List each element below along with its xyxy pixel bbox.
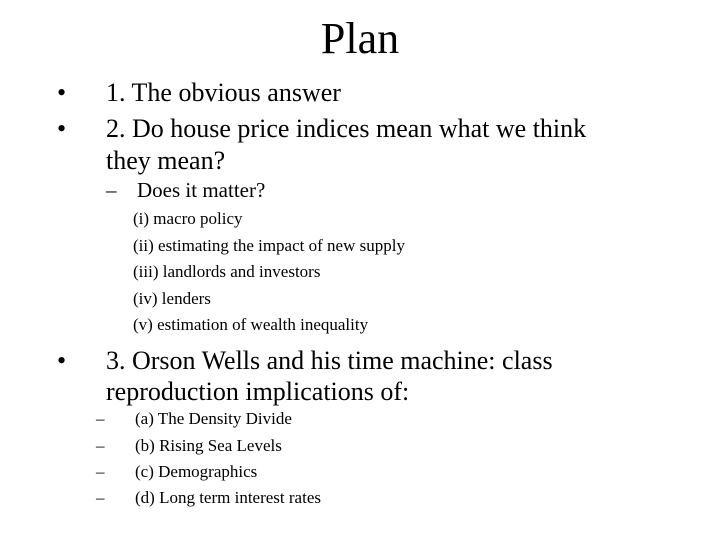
bullet-1-icon: •: [57, 78, 67, 107]
dash-icon: –: [96, 488, 105, 507]
matter-item: (iv) lenders: [133, 289, 211, 308]
dash-icon: –: [96, 462, 105, 481]
matter-item: (iii) landlords and investors: [133, 262, 321, 281]
matter-item: (i) macro policy: [133, 209, 243, 228]
point-3-text-continued: reproduction implications of:: [106, 377, 410, 406]
point-2-text: 2. Do house price indices mean what we think: [106, 114, 587, 143]
matter-item: (v) estimation of wealth inequality: [133, 315, 369, 334]
dash-subquestion-icon: –: [106, 178, 117, 202]
slide-title: Plan: [320, 14, 400, 63]
point-1-text: 1. The obvious answer: [106, 78, 341, 107]
implication-item: (b) Rising Sea Levels: [135, 436, 282, 455]
bullet-2-icon: •: [57, 114, 67, 143]
bullet-3-icon: •: [57, 346, 67, 375]
sub-question: Does it matter?: [137, 178, 266, 202]
matter-item: (ii) estimating the impact of new supply: [133, 236, 405, 255]
point-3-text: 3. Orson Wells and his time machine: class: [106, 346, 553, 375]
point-2-text-continued: they mean?: [106, 146, 226, 175]
dash-icon: –: [96, 436, 105, 455]
implication-item: (d) Long term interest rates: [135, 488, 321, 507]
dash-icon: –: [96, 409, 105, 428]
implication-item: (a) The Density Divide: [135, 409, 292, 428]
implication-item: (c) Demographics: [135, 462, 258, 481]
